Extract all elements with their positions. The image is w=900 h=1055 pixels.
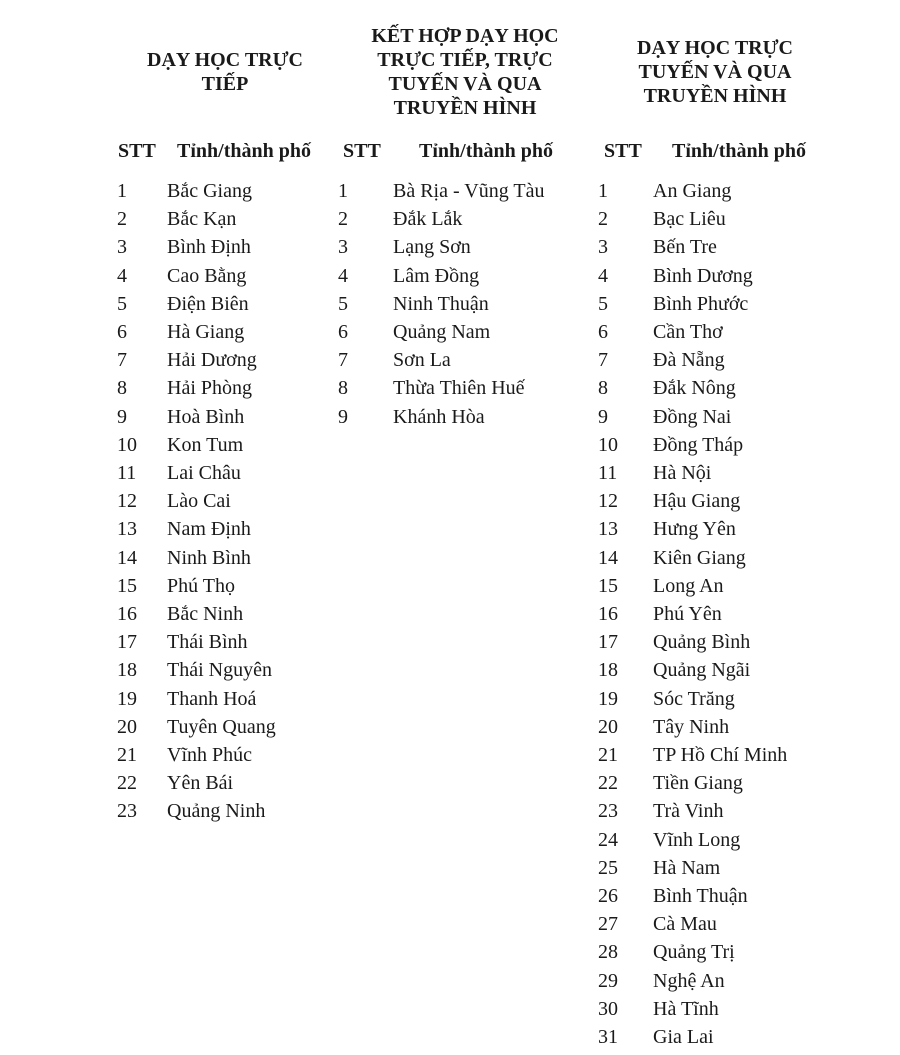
row-number: 9: [117, 405, 127, 428]
province-name: Quảng Bình: [653, 631, 751, 654]
province-name: Lai Châu: [167, 462, 241, 484]
row-number: 23: [117, 800, 137, 823]
row-number: 4: [338, 264, 348, 287]
row-number: 7: [117, 349, 127, 372]
row-number: 4: [117, 264, 127, 287]
row-number: 23: [598, 800, 618, 823]
province-name: Hậu Giang: [653, 490, 741, 513]
row-number: 11: [117, 462, 137, 484]
row-number: 21: [117, 744, 137, 766]
row-number: 2: [338, 208, 348, 231]
province-name: Tiền Giang: [653, 772, 743, 795]
province-name: Kon Tum: [167, 433, 244, 456]
province-name: Quảng Trị: [653, 941, 735, 964]
row-number: 21: [598, 744, 618, 766]
province-name: Đồng Tháp: [653, 433, 744, 456]
row-number: 10: [117, 433, 137, 456]
row-number: 1: [117, 180, 127, 202]
row-number: 3: [338, 236, 348, 259]
row-number: 7: [338, 349, 348, 372]
row-number: 16: [598, 603, 618, 625]
row-number: 18: [598, 659, 618, 682]
province-name: Phú Thọ: [167, 574, 235, 597]
row-number: 14: [598, 546, 618, 569]
province-name: Đắk Lắk: [393, 208, 463, 231]
province-name: Lạng Sơn: [393, 236, 471, 259]
row-number: 12: [117, 490, 137, 513]
province-name: Bắc Kạn: [167, 208, 237, 231]
row-number: 20: [117, 715, 137, 738]
section-title-direct: DẠY HỌC TRỰC TIẾP: [147, 49, 303, 95]
row-number: 10: [598, 433, 618, 456]
row-number: 19: [598, 687, 618, 710]
province-name: Hoà Bình: [167, 405, 245, 428]
row-number: 28: [598, 941, 618, 964]
row-number: 17: [598, 631, 618, 654]
province-name: Bắc Giang: [167, 180, 252, 202]
province-name: Cà Mau: [653, 913, 717, 936]
province-name: Tuyên Quang: [167, 715, 276, 738]
row-number: 9: [338, 405, 348, 428]
row-number: 13: [598, 518, 618, 541]
province-name: Hải Dương: [167, 349, 257, 372]
column-header-stt: STT: [343, 140, 381, 162]
row-number: 31: [598, 1026, 618, 1048]
province-name: Phú Yên: [653, 603, 722, 625]
province-name: Bình Phước: [653, 292, 749, 315]
row-number: 3: [117, 236, 127, 259]
column-header-province: Tỉnh/thành phố: [177, 140, 311, 162]
province-name: Điện Biên: [167, 292, 249, 315]
row-number: 8: [117, 377, 127, 400]
row-number: 4: [598, 264, 608, 287]
section-title-combined: KẾT HỢP DẠY HỌC TRỰC TIẾP, TRỰC TUYẾN VÀ QUA TRUYỀN HÌNH: [371, 25, 559, 119]
province-name: Nam Định: [167, 518, 251, 541]
row-number: 19: [117, 687, 137, 710]
province-name: Hưng Yên: [653, 518, 736, 541]
row-number: 6: [338, 321, 348, 343]
row-number: 17: [117, 631, 137, 654]
province-name: Bình Định: [167, 236, 251, 259]
column-header-stt: STT: [118, 140, 156, 162]
province-name: Ninh Bình: [167, 546, 251, 569]
row-number: 27: [598, 913, 618, 936]
row-number: 3: [598, 236, 608, 259]
province-name: Thái Nguyên: [167, 659, 272, 682]
province-name: Bến Tre: [653, 236, 717, 259]
province-name: Sơn La: [393, 349, 451, 372]
row-number: 29: [598, 969, 618, 992]
province-name: Quảng Ngãi: [653, 659, 751, 682]
province-name: TP Hồ Chí Minh: [653, 744, 788, 766]
column-header-stt: STT: [604, 140, 642, 162]
column-header-province: Tỉnh/thành phố: [672, 140, 806, 162]
province-name: Đồng Nai: [653, 405, 732, 428]
province-name: An Giang: [653, 180, 732, 202]
province-name: Ninh Thuận: [393, 292, 489, 315]
province-name: Yên Bái: [167, 772, 234, 795]
row-number: 2: [598, 208, 608, 231]
province-name: Hà Nội: [653, 462, 712, 484]
province-name: Long An: [653, 574, 724, 597]
province-name: Bà Rịa - Vũng Tàu: [393, 180, 545, 202]
province-name: Hà Tĩnh: [653, 997, 719, 1020]
province-name: Thanh Hoá: [167, 687, 257, 710]
province-name: Quảng Ninh: [167, 800, 266, 823]
row-number: 25: [598, 856, 618, 879]
row-number: 8: [598, 377, 608, 400]
row-number: 5: [117, 292, 127, 315]
row-number: 26: [598, 885, 618, 907]
row-number: 12: [598, 490, 618, 513]
province-name: Bình Dương: [653, 264, 753, 287]
province-name: Sóc Trăng: [653, 687, 735, 710]
row-number: 7: [598, 349, 608, 372]
row-number: 6: [117, 321, 127, 343]
row-number: 22: [598, 772, 618, 795]
column-header-province: Tỉnh/thành phố: [419, 140, 553, 162]
row-number: 11: [598, 462, 618, 484]
province-name: Quảng Nam: [393, 321, 491, 343]
province-name: Thừa Thiên Huế: [393, 377, 525, 400]
province-name: Đà Nẵng: [653, 349, 725, 372]
row-number: 1: [338, 180, 348, 202]
row-number: 8: [338, 377, 348, 400]
province-name: Hải Phòng: [167, 377, 252, 400]
province-name: Bạc Liêu: [653, 208, 726, 231]
province-name: Khánh Hòa: [393, 405, 485, 428]
province-name: Bắc Ninh: [167, 603, 244, 625]
row-number: 2: [117, 208, 127, 231]
row-number: 1: [598, 180, 608, 202]
row-number: 18: [117, 659, 137, 682]
province-name: Hà Giang: [167, 321, 245, 343]
row-number: 16: [117, 603, 137, 625]
row-number: 13: [117, 518, 137, 541]
row-number: 20: [598, 715, 618, 738]
province-name: Cần Thơ: [653, 321, 723, 343]
row-number: 5: [338, 292, 348, 315]
row-number: 6: [598, 321, 608, 343]
province-name: Trà Vinh: [653, 800, 724, 823]
row-number: 14: [117, 546, 137, 569]
province-name: Vĩnh Phúc: [167, 744, 252, 766]
province-name: Cao Bằng: [167, 264, 247, 287]
row-number: 24: [598, 828, 618, 851]
row-number: 5: [598, 292, 608, 315]
row-number: 15: [598, 574, 618, 597]
province-name: Nghệ An: [653, 969, 725, 992]
row-number: 22: [117, 772, 137, 795]
row-number: 9: [598, 405, 608, 428]
province-name: Lâm Đồng: [393, 264, 480, 287]
province-name: Tây Ninh: [653, 715, 730, 738]
province-name: Kiên Giang: [653, 546, 746, 569]
province-name: Bình Thuận: [653, 885, 748, 907]
province-name: Lào Cai: [167, 490, 231, 513]
province-name: Gia Lai: [653, 1026, 714, 1048]
province-name: Vĩnh Long: [653, 828, 741, 851]
province-name: Hà Nam: [653, 856, 721, 879]
row-number: 15: [117, 574, 137, 597]
row-number: 30: [598, 997, 618, 1020]
province-name: Thái Bình: [167, 631, 248, 654]
section-title-online: DẠY HỌC TRỰC TUYẾN VÀ QUA TRUYỀN HÌNH: [637, 37, 793, 107]
province-name: Đắk Nông: [653, 377, 736, 400]
